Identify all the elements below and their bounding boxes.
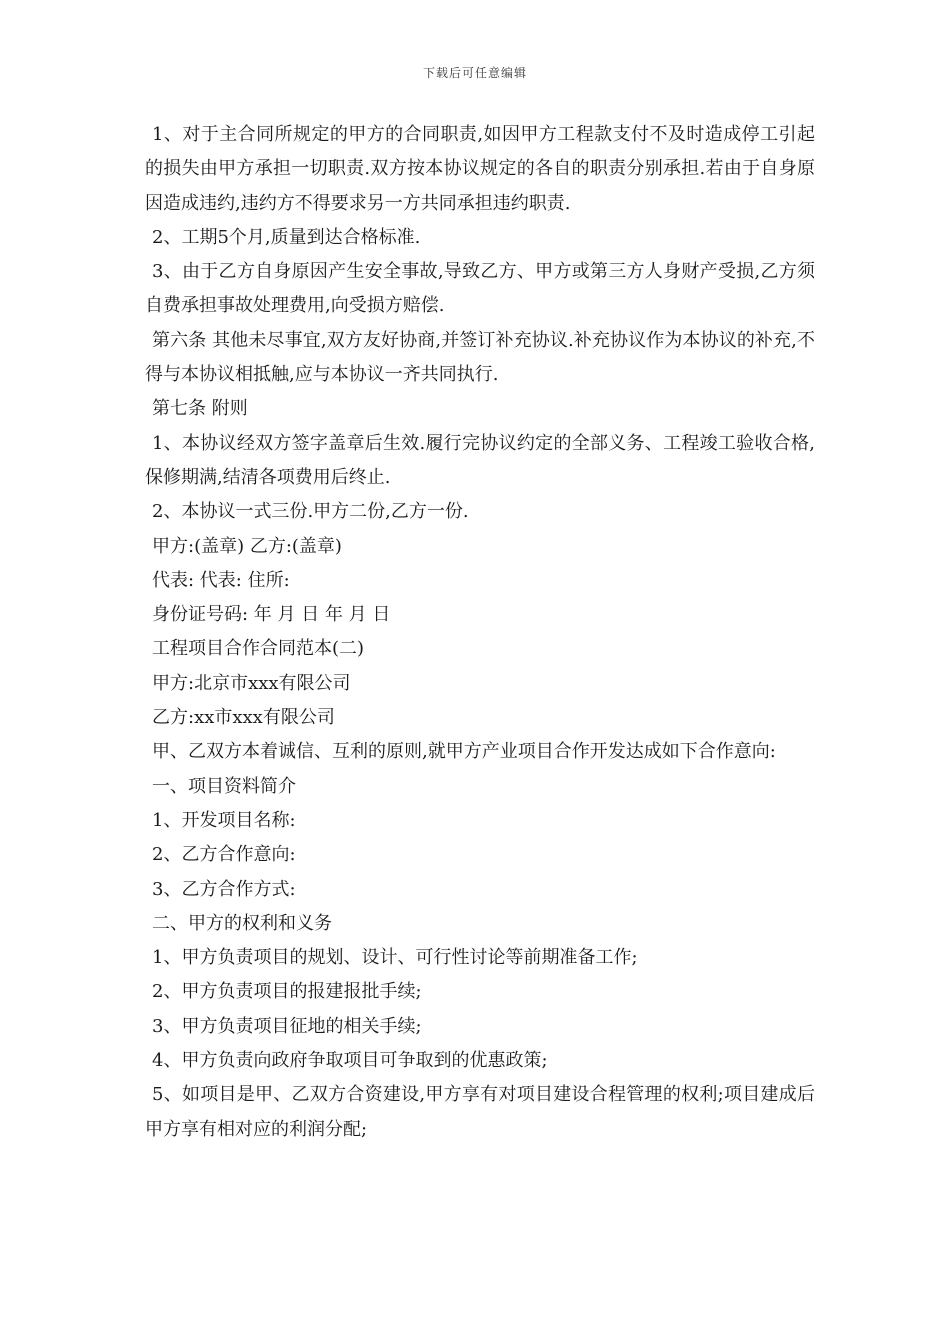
- paragraph: 第六条 其他未尽事宜,双方友好协商,并签订补充协议.补充协议作为本协议的补充,不得与本协议相抵触,应与本协议一齐共同执行.: [145, 329, 815, 386]
- list-item: 4、甲方负责向政府争取项目可争取到的优惠政策;: [152, 1050, 548, 1072]
- signature-line: 甲方:(盖章) 乙方:(盖章): [152, 535, 342, 557]
- paragraph: 2、本协议一式三份.甲方二份,乙方一份.: [152, 501, 469, 523]
- list-item: 3、甲方负责项目征地的相关手续;: [152, 1015, 422, 1037]
- paragraph: 3、由于乙方自身原因产生安全事故,导致乙方、甲方或第三方人身财产受损,乙方须自费承担事故处理费用,向受损方赔偿.: [145, 261, 815, 317]
- list-item: 3、乙方合作方式:: [152, 878, 296, 900]
- paragraph: 1、对于主合同所规定的甲方的合同职责,如因甲方工程款支付不及时造成停工引起的损失由甲方承担一切职责.双方按本协议规定的各自的职责分别承担.若由于自身原因造成违约,违约方不得要求另一方共同承担违约职责.: [145, 124, 815, 214]
- document-body: [145, 118, 815, 1147]
- paragraph: 甲、乙双方本着诚信、互利的原则,就甲方产业项目合作开发达成如下合作意向:: [152, 741, 776, 763]
- section-heading: 二、甲方的权利和义务: [152, 912, 332, 934]
- party-a-line: 甲方:北京市xxx有限公司: [152, 672, 351, 694]
- list-item: 5、如项目是甲、乙双方合资建设,甲方享有对项目建设合程管理的权利;项目建成后甲方享有相对应的利润分配;: [145, 1084, 815, 1140]
- section-heading: 一、项目资料简介: [152, 775, 296, 797]
- signature-line: 代表: 代表: 住所:: [152, 569, 290, 591]
- list-item: 1、开发项目名称:: [152, 809, 296, 831]
- signature-line: 身份证号码: 年 月 日 年 月 日: [152, 604, 391, 626]
- list-item: 2、甲方负责项目的报建报批手续;: [152, 981, 422, 1003]
- list-item: 1、甲方负责项目的规划、设计、可行性讨论等前期准备工作;: [152, 947, 638, 969]
- paragraph: 1、本协议经双方签字盖章后生效.履行完协议约定的全部义务、工程竣工验收合格,保修期满,结清各项费用后终止.: [145, 432, 815, 488]
- section-heading: 第七条 附则: [152, 398, 248, 420]
- page-header: 下载后可任意编辑: [422, 66, 527, 80]
- list-item: 2、乙方合作意向:: [152, 844, 296, 866]
- document-subtitle: 工程项目合作合同范本(二): [152, 638, 365, 660]
- paragraph: 2、工期5个月,质量到达合格标准.: [152, 226, 421, 248]
- party-b-line: 乙方:xx市xxx有限公司: [152, 707, 335, 729]
